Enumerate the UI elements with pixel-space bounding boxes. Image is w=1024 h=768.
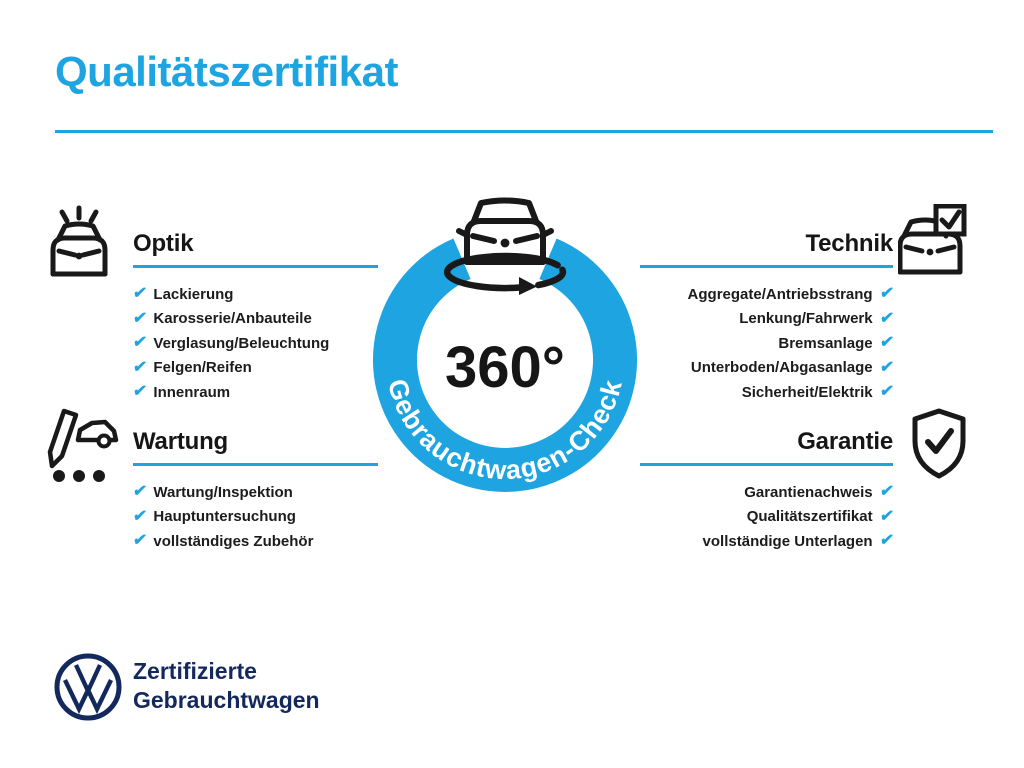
check-item-label: Unterboden/Abgasanlage (690, 359, 873, 377)
check-item (133, 380, 378, 405)
check-list (640, 282, 893, 405)
check-item-label: vollständiges Zubehör (153, 532, 314, 550)
check-item (133, 529, 378, 554)
check-item (640, 380, 893, 405)
check-icon: ✔ (131, 532, 148, 550)
car-shine-icon (46, 204, 112, 280)
vw-logo (52, 651, 124, 723)
shield-check-icon (908, 408, 970, 480)
check-item-label: Felgen/Reifen (153, 359, 252, 377)
check-icon: ✔ (878, 334, 895, 352)
section-divider (640, 463, 893, 466)
check-list (640, 480, 893, 554)
check-item-label: Karosserie/Anbauteile (153, 310, 312, 328)
section-garantie (640, 428, 893, 554)
check-icon: ✔ (131, 507, 148, 525)
check-icon: ✔ (878, 309, 895, 327)
check-item-label: Garantienachweis (744, 483, 873, 501)
check-icon: ✔ (131, 358, 148, 376)
section-title-wartung: Wartung (133, 428, 229, 455)
check-item-label: Hauptuntersuchung (153, 508, 296, 526)
check-icon: ✔ (878, 532, 895, 550)
check-item-label: Lackierung (153, 285, 234, 303)
car-service-pencil-icon (42, 406, 120, 486)
check-icon: ✔ (878, 285, 895, 303)
section-wartung (133, 428, 378, 554)
section-divider (133, 463, 378, 466)
degree-label: 360° (445, 335, 565, 400)
check-item-label: Qualitätszertifikat (746, 508, 873, 526)
section-title-technik: Technik (805, 230, 893, 257)
check-item (640, 356, 893, 381)
check-icon: ✔ (878, 483, 895, 501)
check-item-label: Verglasung/Beleuchtung (153, 334, 330, 352)
check-icon: ✔ (131, 285, 148, 303)
check-item-label: Bremsanlage (778, 334, 873, 352)
check-item (640, 529, 893, 554)
check-item (640, 282, 893, 307)
check-item (133, 282, 378, 307)
check-item (133, 331, 378, 356)
section-optik (133, 230, 378, 405)
check-icon: ✔ (878, 383, 895, 401)
badge-360-check (355, 188, 655, 510)
section-title-garantie: Garantie (797, 428, 893, 455)
section-divider (133, 265, 378, 268)
check-item (640, 505, 893, 530)
section-divider (640, 265, 893, 268)
check-icon: ✔ (878, 358, 895, 376)
check-icon: ✔ (131, 383, 148, 401)
check-icon: ✔ (131, 483, 148, 501)
car-checkbox-icon (898, 204, 968, 280)
check-item-label: Innenraum (153, 383, 231, 401)
check-list (133, 282, 378, 405)
rotating-car-icon (447, 201, 563, 296)
check-item-label: Lenkung/Fahrwerk (739, 310, 873, 328)
section-technik (640, 230, 893, 405)
check-item (133, 356, 378, 381)
check-item (133, 307, 378, 332)
check-item-label: Sicherheit/Elektrik (741, 383, 873, 401)
brand-line-1: Zertifizierte (133, 658, 257, 684)
check-item (133, 505, 378, 530)
brand-line-2: Gebrauchtwagen (133, 687, 320, 713)
check-icon: ✔ (131, 309, 148, 327)
check-item-label: vollständige Unterlagen (702, 532, 873, 550)
check-item-label: Aggregate/Antriebsstrang (687, 285, 873, 303)
ring-label: Gebrauchtwagen-Check (381, 375, 628, 486)
brand-text (133, 657, 320, 715)
check-item (640, 331, 893, 356)
check-item (133, 480, 378, 505)
section-title-optik: Optik (133, 230, 194, 257)
check-icon: ✔ (131, 334, 148, 352)
check-icon: ✔ (878, 507, 895, 525)
page-title: Qualitätszertifikat (55, 48, 398, 95)
title-divider (55, 130, 993, 133)
check-item-label: Wartung/Inspektion (153, 483, 293, 501)
check-item (640, 307, 893, 332)
check-item (640, 480, 893, 505)
check-list (133, 480, 378, 554)
